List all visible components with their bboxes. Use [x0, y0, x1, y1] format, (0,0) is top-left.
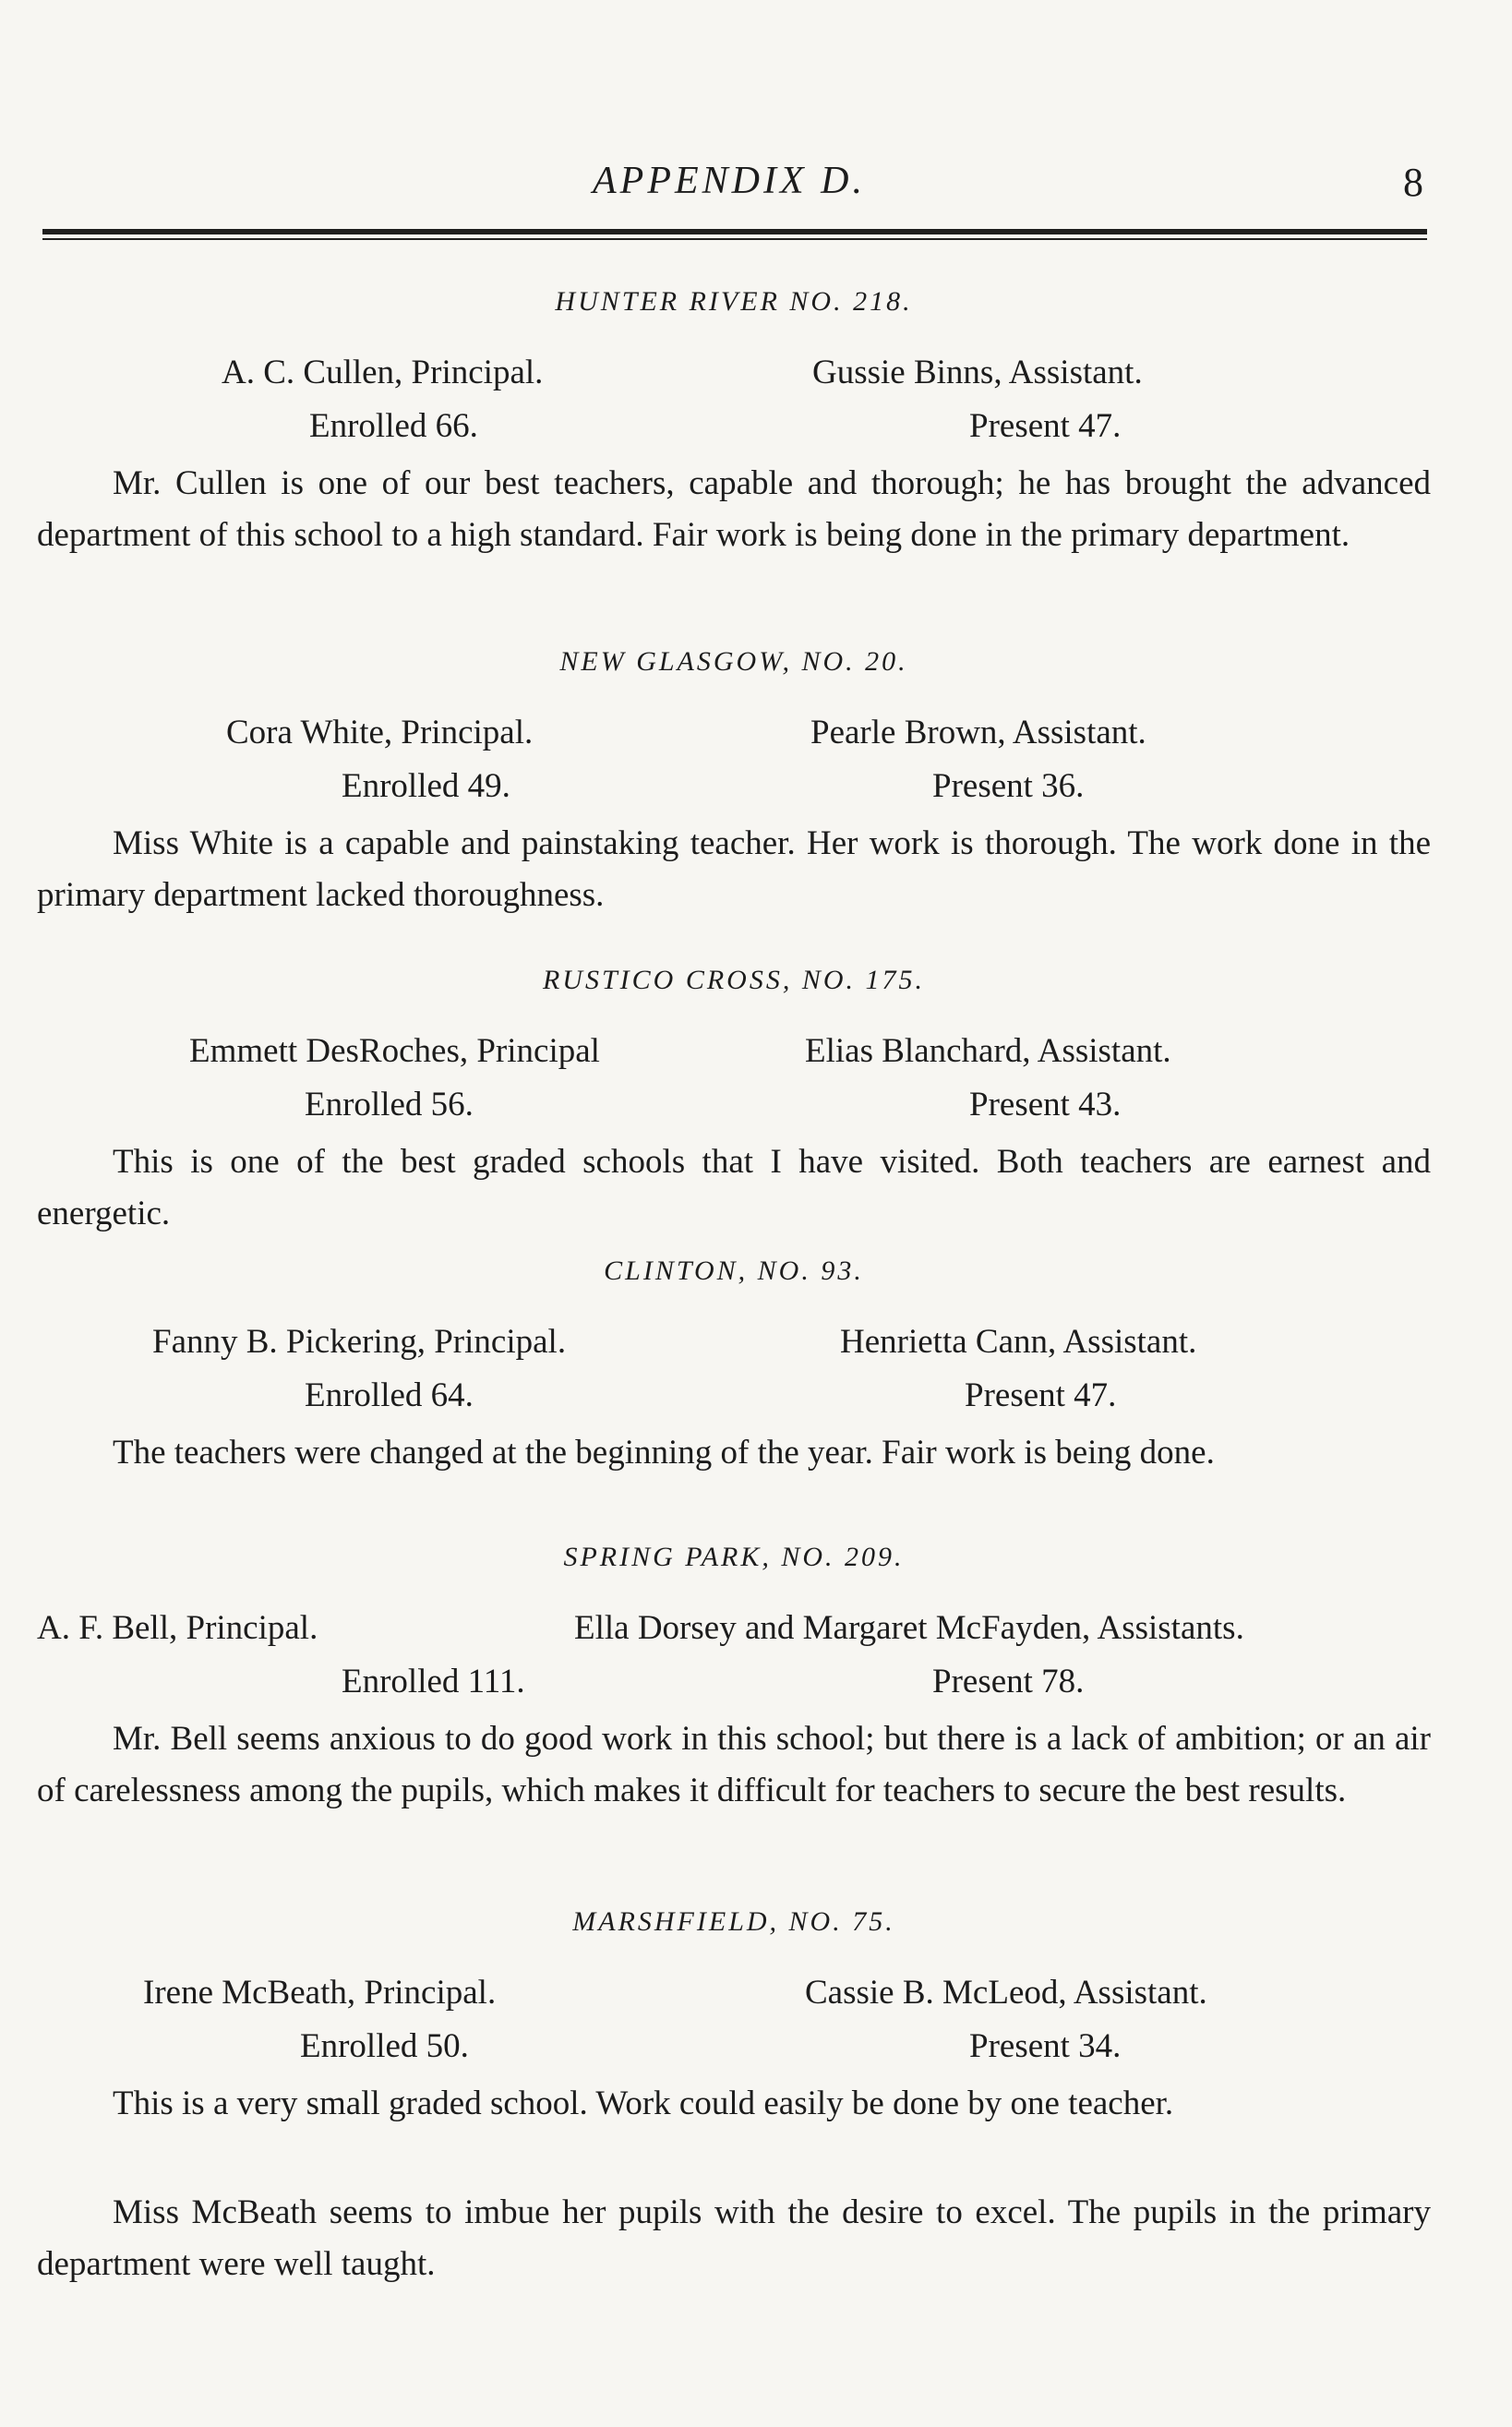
school-heading: HUNTER RIVER NO. 218.: [555, 286, 913, 317]
present-count: Present 47.: [965, 1376, 1117, 1414]
principal-line: Emmett DesRoches, Principal: [189, 1032, 600, 1070]
school-remarks: This is a very small graded school. Work could easily be done by one teacher.: [113, 2085, 1174, 2122]
school-remarks: Miss McBeath seems to imbue her pupils with the desire to excel. The pupils in the primary department were well taught.: [37, 2193, 1431, 2283]
enrolled-count: Enrolled 111.: [342, 1663, 525, 1700]
school-remarks: This is one of the best graded schools that I have visited. Both teachers are earnest and energetic.: [37, 1143, 1431, 1232]
present-count: Present 34.: [969, 2027, 1122, 2065]
page-header: [0, 159, 1512, 205]
school-heading: NEW GLASGOW, NO. 20.: [559, 646, 908, 677]
page-number: 8: [1403, 160, 1423, 205]
header-rule-thin: [42, 238, 1427, 240]
assistant-line: Henrietta Cann, Assistant.: [840, 1323, 1197, 1361]
school-remarks: The teachers were changed at the beginning of the year. Fair work is being done.: [113, 1434, 1215, 1472]
school-heading: RUSTICO CROSS, NO. 175.: [542, 965, 925, 995]
principal-line: A. C. Cullen, Principal.: [222, 354, 544, 391]
assistant-line: Elias Blanchard, Assistant.: [805, 1032, 1171, 1070]
present-count: Present 36.: [932, 767, 1085, 805]
running-title: APPENDIX D.: [593, 160, 866, 202]
school-remarks: Mr. Bell seems anxious to do good work in this school; but there is a lack of ambition; or an air of carelessness among the pupils, which makes it difficult for teachers to secure the best results.: [37, 1720, 1431, 1809]
school-heading: MARSHFIELD, NO. 75.: [572, 1906, 895, 1937]
assistant-line: Ella Dorsey and Margaret McFayden, Assistants.: [574, 1609, 1244, 1647]
principal-line: Irene McBeath, Principal.: [143, 1974, 497, 2012]
school-heading: SPRING PARK, NO. 209.: [563, 1542, 905, 1572]
enrolled-count: Enrolled 49.: [342, 767, 510, 805]
principal-line: Fanny B. Pickering, Principal.: [152, 1323, 567, 1361]
enrolled-count: Enrolled 56.: [305, 1086, 474, 1123]
assistant-line: Pearle Brown, Assistant.: [810, 714, 1146, 751]
present-count: Present 78.: [932, 1663, 1085, 1700]
assistant-line: Cassie B. McLeod, Assistant.: [805, 1974, 1207, 2012]
enrolled-count: Enrolled 50.: [300, 2027, 469, 2065]
school-heading: CLINTON, NO. 93.: [604, 1256, 864, 1286]
school-remarks: Mr. Cullen is one of our best teachers, capable and thorough; he has brought the advanced department of this school to a high standard. Fair work is being done in the primary department.: [37, 464, 1431, 554]
school-remarks: Miss White is a capable and painstaking teacher. Her work is thorough. The work done in the primary department lacked thoroughness.: [37, 824, 1431, 914]
assistant-line: Gussie Binns, Assistant.: [812, 354, 1143, 391]
principal-line: A. F. Bell, Principal.: [37, 1609, 318, 1647]
present-count: Present 47.: [969, 407, 1122, 445]
present-count: Present 43.: [969, 1086, 1122, 1123]
principal-line: Cora White, Principal.: [226, 714, 534, 751]
enrolled-count: Enrolled 64.: [305, 1376, 474, 1414]
header-rule-thick: [42, 229, 1427, 234]
enrolled-count: Enrolled 66.: [309, 407, 478, 445]
